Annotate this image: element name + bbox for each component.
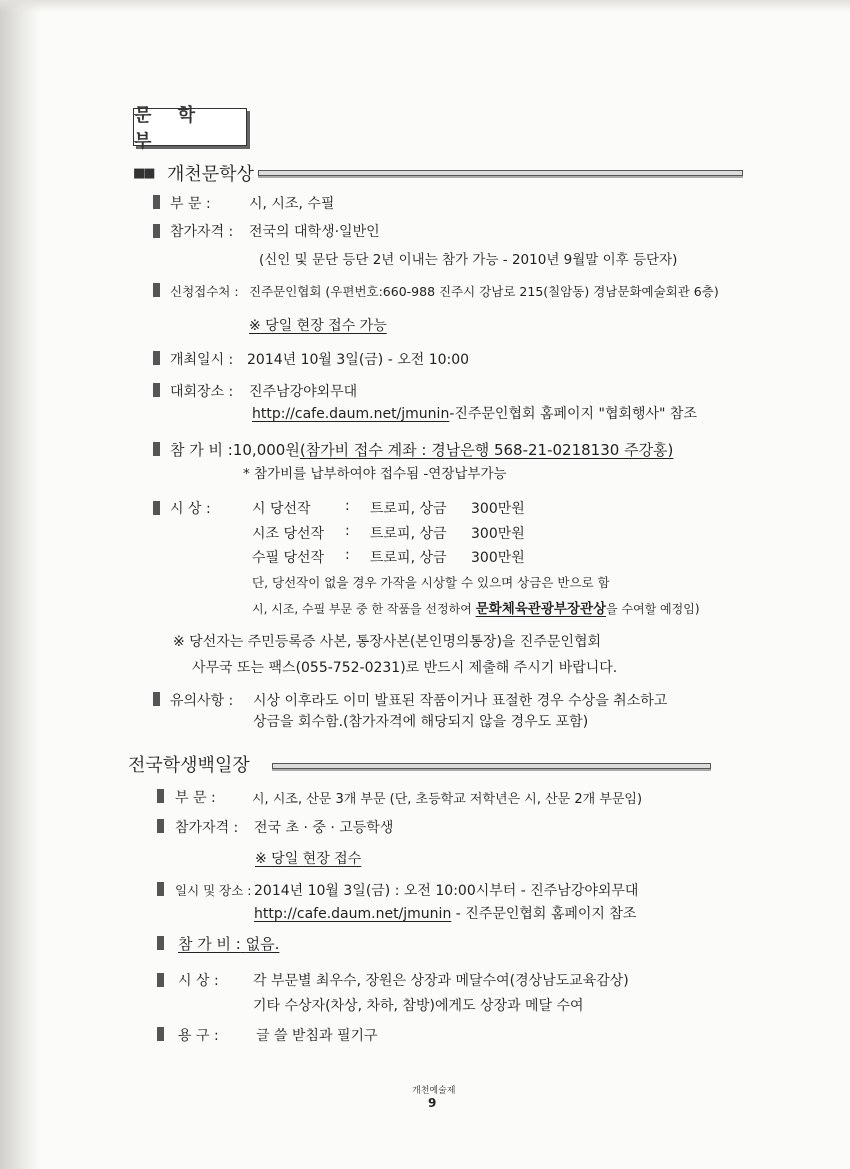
- contest2-fee-label: 참 가 비 :: [178, 935, 241, 953]
- award-separator: :: [345, 498, 350, 514]
- award-prize: 트로피, 상금: [370, 550, 447, 566]
- contest2-eligibility-label: 참가자격 :: [175, 820, 239, 836]
- contest2-category-value: 시, 시조, 산문 3개 부문 (단, 초등학교 저학년은 시, 산문 2개 부문임): [252, 792, 643, 807]
- contest1-fee-amount: 10,000원: [232, 441, 300, 459]
- contest1-title-rule: [258, 170, 743, 176]
- contest2-awards-line1: 각 부문별 최우수, 장원은 상장과 메달수여(경상남도교육감상): [253, 973, 629, 989]
- contest1-category-value: 시, 시조, 수필: [249, 196, 335, 212]
- contest2-fee-value: 없음.: [245, 935, 280, 953]
- contest1-eligibility-label: 참가자격 :: [170, 224, 234, 240]
- contest2-awards-label: 시 상 :: [178, 973, 219, 989]
- contest1-awards-note2-pre: 시, 시조, 수필 부문 중 한 작품을 선정하여: [252, 602, 476, 616]
- contest1-winner-notice-1: ※ 당선자는 주민등록증 사본, 통장사본(본인명의통장)을 진주문인협회: [173, 634, 602, 650]
- contest1-website-suffix: -진주문인협회 홈페이지 "협회행사" 참조: [449, 406, 697, 422]
- award-amount: 300만원: [471, 550, 525, 566]
- bullet-icon: [157, 789, 164, 803]
- contest2-title-rule: [272, 763, 711, 769]
- contest2-website-link[interactable]: http://cafe.daum.net/jmunin: [254, 906, 452, 922]
- bullet-icon: [157, 819, 164, 833]
- contest1-venue-label: 대회장소 :: [170, 384, 234, 400]
- contest1-fee-account: (참가비 접수 계좌 : 경남은행 568-21-0218130 주강홍): [299, 441, 674, 459]
- contest1-application-value: 진주문인협회 (우편번호:660-988 진주시 강남로 215(칠암동) 경남문화예술회관 6층): [249, 284, 719, 299]
- contest2-supplies-value: 글 쓸 받침과 필기구: [256, 1028, 378, 1044]
- contest1-eligibility-value: 전국의 대학생·일반인: [249, 224, 380, 240]
- bullet-icon: [153, 351, 160, 365]
- contest1-venue-value: 진주남강야외무대: [249, 384, 358, 400]
- award-separator: :: [345, 547, 350, 563]
- footer-publication: 개천예술제: [412, 1086, 456, 1096]
- contest2-eligibility-value: 전국 초 · 중 · 고등학생: [254, 820, 394, 836]
- section-title: 문 학 부: [133, 108, 247, 146]
- award-name: 시 당선작: [252, 501, 311, 517]
- contest1-winner-notice-2: 사무국 또는 팩스(055-752-0231)로 반드시 제출해 주시기 바랍니다.: [192, 660, 618, 676]
- award-name: 시조 당선작: [252, 526, 325, 542]
- contest1-caution-line1: 시상 이후라도 이미 발표된 작품이거나 표절한 경우 수상을 취소하고: [253, 693, 668, 709]
- bullet-icon: [153, 224, 160, 238]
- contest1-caution-line2: 상금을 회수함.(참가자격에 해당되지 않을 경우도 포함): [253, 714, 589, 730]
- contest1-fee-label: 참 가 비 :: [170, 441, 233, 459]
- contest2-onsite-notice: ※ 당일 현장 접수: [255, 851, 362, 867]
- bullet-icon: [157, 973, 164, 987]
- contest1-date-label: 개최일시 :: [170, 352, 234, 368]
- award-separator: :: [345, 523, 350, 539]
- bullet-icon: [153, 283, 160, 297]
- award-amount: 300만원: [471, 526, 525, 542]
- contest2-category-label: 부 문 :: [175, 790, 216, 806]
- bullet-icon: [153, 692, 160, 706]
- contest1-awards-note: 단, 당선작이 없을 경우 가작을 시상할 수 있으며 상금은 반으로 함: [252, 575, 610, 590]
- contest1-awards-label: 시 상 :: [170, 501, 211, 517]
- bullet-icon: [153, 383, 160, 397]
- contest2-dateplace-value: 2014년 10월 3일(금) : 오전 10:00시부터 - 진주남강야외무대: [254, 883, 639, 899]
- award-name: 수필 당선작: [252, 550, 325, 566]
- bullet-icon: [157, 1027, 164, 1041]
- page-top-shadow: [0, 0, 850, 12]
- contest1-awards-note2-post: 을 수여할 예정임): [606, 602, 700, 616]
- contest2-supplies-label: 용 구 :: [178, 1028, 219, 1044]
- page-number: 9: [428, 1096, 437, 1110]
- contest1-date-value: 2014년 10월 3일(금) - 오전 10:00: [247, 352, 470, 368]
- heading-marker-icon: ■■: [133, 166, 154, 181]
- bullet-icon: [157, 882, 164, 896]
- award-amount: 300만원: [471, 501, 525, 517]
- contest1-fee-note: * 참가비를 납부하여야 접수됨 -연장납부가능: [243, 466, 507, 482]
- contest1-category-label: 부 문 :: [170, 196, 211, 212]
- bullet-icon: [157, 936, 164, 950]
- contest1-ministerial-award: 문화체육관광부장관상: [475, 601, 607, 617]
- page-binding-shadow: [0, 0, 40, 1169]
- contest1-website-link[interactable]: http://cafe.daum.net/jmunin: [252, 406, 450, 422]
- contest1-caution-label: 유의사항 :: [170, 693, 234, 709]
- bullet-icon: [153, 501, 160, 515]
- contest2-title: 전국학생백일장: [128, 755, 250, 776]
- bullet-icon: [153, 442, 160, 456]
- contest1-onsite-notice: ※ 당일 현장 접수 가능: [249, 318, 387, 334]
- contest1-eligibility-note: (신인 및 문단 등단 2년 이내는 참가 가능 - 2010년 9월말 이후 등단자): [259, 252, 678, 268]
- contest2-website-suffix: - 진주문인협회 홈페이지 참조: [451, 906, 637, 922]
- contest2-awards-line2: 기타 수상자(차상, 차하, 참방)에게도 상장과 메달 수여: [253, 998, 584, 1014]
- contest2-dateplace-label: 일시 및 장소 :: [175, 883, 252, 898]
- award-prize: 트로피, 상금: [370, 501, 447, 517]
- award-prize: 트로피, 상금: [370, 526, 447, 542]
- contest1-application-label: 신청접수처 :: [170, 284, 239, 299]
- contest1-title: 개천문학상: [167, 164, 254, 185]
- bullet-icon: [153, 195, 160, 209]
